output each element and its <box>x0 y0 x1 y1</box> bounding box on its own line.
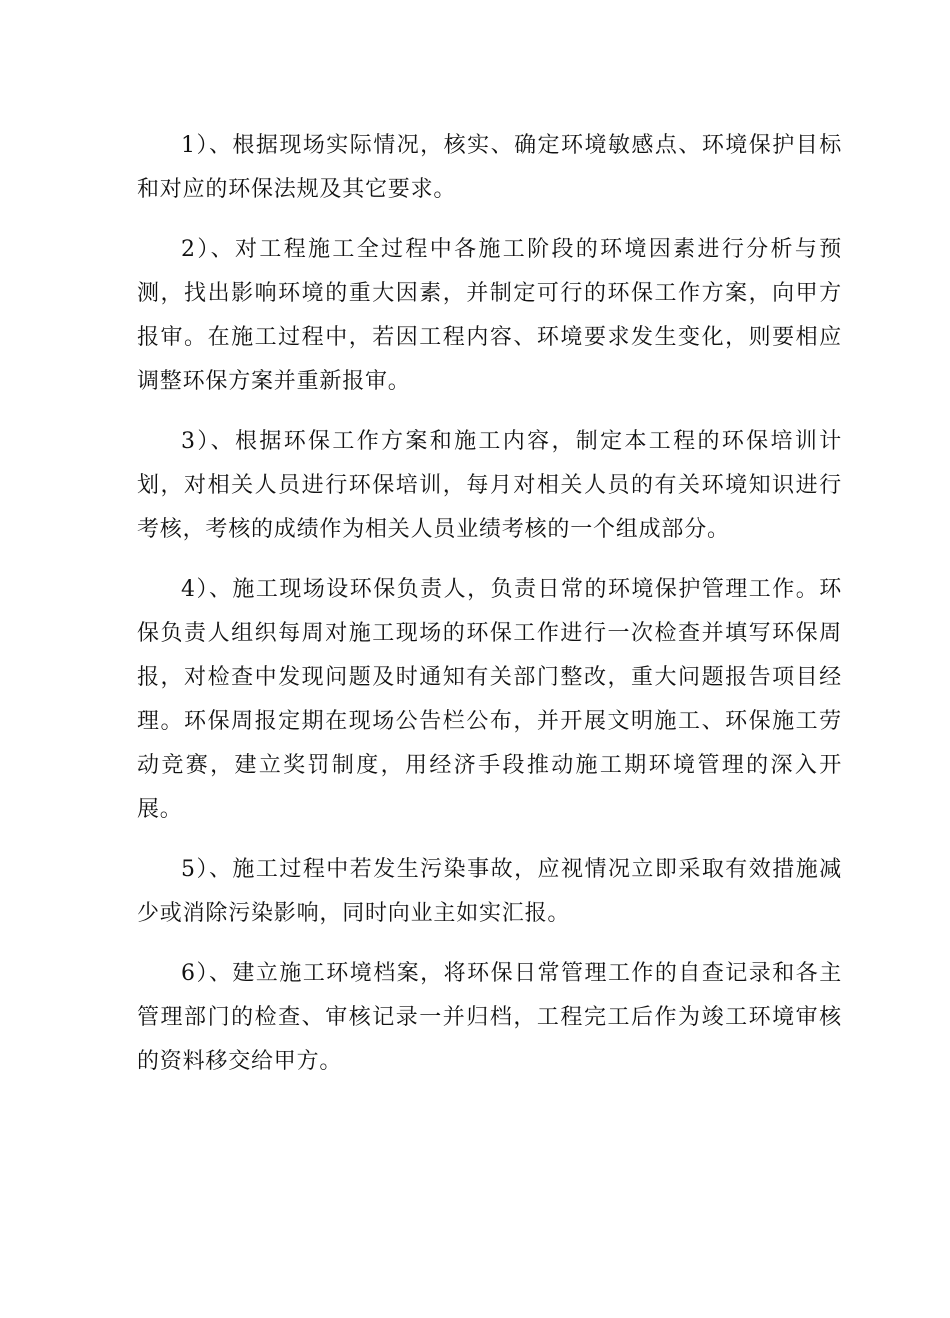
paragraph-1: 1）、根据现场实际情况，核实、确定环境敏感点、环境保护目标和对应的环保法规及其它要求。 <box>137 133 842 202</box>
paragraph-6: 6）、建立施工环境档案，将环保日常管理工作的自查记录和各主管理部门的检查、审核记录一并归档，工程完工后作为竣工环境审核的资料移交给甲方。 <box>137 961 842 1074</box>
paragraph-3: 3）、根据环保工作方案和施工内容，制定本工程的环保培训计划，对相关人员进行环保培训，每月对相关人员的有关环境知识进行考核，考核的成绩作为相关人员业绩考核的一个组成部分。 <box>137 429 842 542</box>
paragraph-4: 4）、施工现场设环保负责人，负责日常的环境保护管理工作。环保负责人组织每周对施工现场的环保工作进行一次检查并填写环保周报，对检查中发现问题及时通知有关部门整改，重大问题报告项目经理。环保周报定期在现场公告栏公布，并开展文明施工、环保施工劳动竞赛，建立奖罚制度，用经济手段推动施工期环境管理的深入开展。 <box>137 577 842 822</box>
paragraph-2: 2）、对工程施工全过程中各施工阶段的环境因素进行分析与预测，找出影响环境的重大因素，并制定可行的环保工作方案，向甲方报审。在施工过程中，若因工程内容、环境要求发生变化，则要相应调整环保方案并重新报审。 <box>137 237 842 394</box>
document-body <box>137 124 842 1100</box>
paragraph-5: 5）、施工过程中若发生污染事故，应视情况立即采取有效措施减少或消除污染影响，同时向业主如实汇报。 <box>137 857 842 926</box>
